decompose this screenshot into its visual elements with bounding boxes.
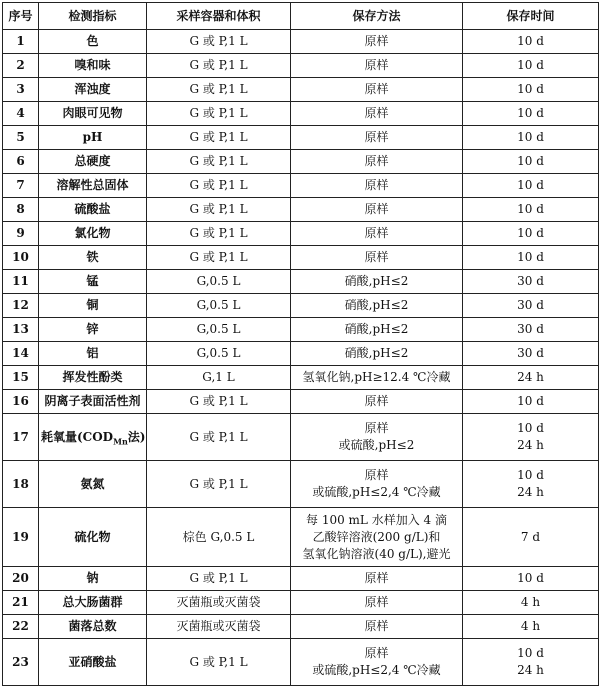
preservation-method [291, 270, 463, 294]
row-index: 15 [3, 366, 39, 390]
method-line: 原样 [364, 619, 389, 633]
row-index: 23 [3, 639, 39, 686]
indicator-text: 耗氧量(COD [41, 429, 114, 444]
time-line: 24 h [517, 663, 544, 677]
row-index: 16 [3, 390, 39, 414]
table-row [3, 461, 599, 508]
indicator-subscript: Mn [113, 435, 128, 446]
preservation-time [463, 461, 599, 508]
time-line: 10 d [517, 394, 544, 408]
table-row [3, 30, 599, 54]
preservation-time [463, 639, 599, 686]
container-volume: G 或 P,1 L [147, 78, 291, 102]
container-volume: G 或 P,1 L [147, 390, 291, 414]
header-container: 采样容器和体积 [147, 3, 291, 30]
indicator-name: 挥发性酚类 [39, 366, 147, 390]
indicator-name: 溶解性总固体 [39, 174, 147, 198]
method-line: 硝酸,pH≤2 [344, 346, 409, 360]
method-line: 原样 [364, 178, 389, 192]
method-line: 或硫酸,pH≤2,4 ℃冷藏 [312, 663, 441, 677]
header-index: 序号 [3, 3, 39, 30]
preservation-method [291, 414, 463, 461]
row-index: 5 [3, 126, 39, 150]
container-volume: G,0.5 L [147, 270, 291, 294]
row-index: 4 [3, 102, 39, 126]
preservation-time [463, 54, 599, 78]
container-volume: G 或 P,1 L [147, 461, 291, 508]
row-index: 21 [3, 591, 39, 615]
indicator-name: 总硬度 [39, 150, 147, 174]
row-index: 12 [3, 294, 39, 318]
preservation-time [463, 126, 599, 150]
time-line: 30 d [517, 346, 544, 360]
indicator-name: 钠 [39, 567, 147, 591]
method-line: 原样 [364, 226, 389, 240]
container-volume: G 或 P,1 L [147, 222, 291, 246]
table-row [3, 246, 599, 270]
table-row [3, 615, 599, 639]
method-line: 每 100 mL 水样加入 4 滴 [306, 512, 447, 527]
container-volume: G 或 P,1 L [147, 30, 291, 54]
indicator-name [39, 414, 147, 461]
time-line: 10 d [517, 130, 544, 144]
row-index: 1 [3, 30, 39, 54]
row-index: 7 [3, 174, 39, 198]
preservation-method [291, 126, 463, 150]
method-line: 原样 [364, 154, 389, 168]
container-volume: 灭菌瓶或灭菌袋 [147, 591, 291, 615]
preservation-time [463, 615, 599, 639]
preservation-time [463, 390, 599, 414]
preservation-time [463, 567, 599, 591]
indicator-name: 嗅和味 [39, 54, 147, 78]
preservation-method [291, 342, 463, 366]
time-line: 30 d [517, 274, 544, 288]
time-line: 10 d [517, 421, 544, 435]
preservation-method [291, 318, 463, 342]
preservation-method [291, 102, 463, 126]
preservation-method [291, 615, 463, 639]
indicator-name: 铁 [39, 246, 147, 270]
preservation-method [291, 567, 463, 591]
preservation-method [291, 246, 463, 270]
preservation-time [463, 342, 599, 366]
table-row [3, 508, 599, 567]
table-body [3, 30, 599, 686]
indicator-name: 硫化物 [39, 508, 147, 567]
container-volume: 灭菌瓶或灭菌袋 [147, 615, 291, 639]
indicator-name: 亚硝酸盐 [39, 639, 147, 686]
method-line: 原样 [364, 202, 389, 216]
table-row [3, 414, 599, 461]
time-line: 10 d [517, 154, 544, 168]
header-time: 保存时间 [463, 3, 599, 30]
indicator-name: 色 [39, 30, 147, 54]
method-line: 原样 [364, 250, 389, 264]
preservation-time [463, 198, 599, 222]
preservation-method [291, 366, 463, 390]
table-row [3, 294, 599, 318]
indicator-name: pH [39, 126, 147, 150]
header-indicator: 检测指标 [39, 3, 147, 30]
table-row [3, 342, 599, 366]
row-index: 19 [3, 508, 39, 567]
method-line: 硝酸,pH≤2 [344, 322, 409, 336]
preservation-method [291, 78, 463, 102]
indicator-name: 菌落总数 [39, 615, 147, 639]
method-line: 硝酸,pH≤2 [344, 274, 409, 288]
method-line: 原样 [364, 106, 389, 120]
row-index: 14 [3, 342, 39, 366]
preservation-method [291, 639, 463, 686]
time-line: 4 h [520, 619, 541, 633]
row-index: 2 [3, 54, 39, 78]
container-volume: G 或 P,1 L [147, 174, 291, 198]
method-line: 氢氧化钠溶液(40 g/L),避光 [302, 546, 451, 561]
indicator-name: 硫酸盐 [39, 198, 147, 222]
method-line: 原样 [364, 58, 389, 72]
preservation-time [463, 222, 599, 246]
container-volume: G 或 P,1 L [147, 246, 291, 270]
container-volume: G,0.5 L [147, 318, 291, 342]
time-line: 10 d [517, 646, 544, 660]
preservation-time [463, 318, 599, 342]
indicator-name: 氨氮 [39, 461, 147, 508]
time-line: 10 d [517, 226, 544, 240]
indicator-name: 浑浊度 [39, 78, 147, 102]
preservation-time [463, 270, 599, 294]
table-row [3, 222, 599, 246]
time-line: 24 h [517, 438, 544, 452]
table-row [3, 318, 599, 342]
container-volume: G 或 P,1 L [147, 126, 291, 150]
time-line: 10 d [517, 106, 544, 120]
row-index: 10 [3, 246, 39, 270]
method-line: 原样 [364, 421, 389, 435]
method-line: 硝酸,pH≤2 [344, 298, 409, 312]
indicator-name: 肉眼可见物 [39, 102, 147, 126]
preservation-time [463, 30, 599, 54]
method-line: 氢氧化钠,pH≥12.4 ℃冷藏 [302, 370, 451, 384]
indicator-name: 锰 [39, 270, 147, 294]
table-row [3, 126, 599, 150]
preservation-method [291, 174, 463, 198]
method-line: 原样 [364, 468, 389, 482]
indicator-name: 铜 [39, 294, 147, 318]
container-volume: G 或 P,1 L [147, 54, 291, 78]
method-line: 原样 [364, 646, 389, 660]
time-line: 10 d [517, 82, 544, 96]
table-row [3, 270, 599, 294]
time-line: 24 h [517, 485, 544, 499]
row-index: 22 [3, 615, 39, 639]
preservation-time [463, 414, 599, 461]
method-line: 原样 [364, 82, 389, 96]
method-line: 原样 [364, 130, 389, 144]
container-volume: G 或 P,1 L [147, 198, 291, 222]
row-index: 3 [3, 78, 39, 102]
table-row [3, 102, 599, 126]
indicator-name: 阴离子表面活性剂 [39, 390, 147, 414]
table-row [3, 567, 599, 591]
preservation-method [291, 294, 463, 318]
method-line: 原样 [364, 595, 389, 609]
container-volume: G 或 P,1 L [147, 639, 291, 686]
preservation-method [291, 461, 463, 508]
method-line: 或硫酸,pH≤2 [338, 438, 415, 452]
preservation-method [291, 508, 463, 567]
table-row [3, 390, 599, 414]
table-row [3, 198, 599, 222]
container-volume: G,1 L [147, 366, 291, 390]
time-line: 10 d [517, 178, 544, 192]
table-row [3, 78, 599, 102]
table-row [3, 366, 599, 390]
sample-preservation-table [2, 2, 599, 686]
row-index: 9 [3, 222, 39, 246]
method-line: 原样 [364, 394, 389, 408]
preservation-time [463, 78, 599, 102]
table-row [3, 54, 599, 78]
container-volume: G 或 P,1 L [147, 414, 291, 461]
table-row [3, 150, 599, 174]
header-row [3, 3, 599, 30]
time-line: 24 h [517, 370, 544, 384]
time-line: 10 d [517, 250, 544, 264]
time-line: 30 d [517, 298, 544, 312]
preservation-method [291, 54, 463, 78]
preservation-method [291, 150, 463, 174]
container-volume: G,0.5 L [147, 294, 291, 318]
preservation-time [463, 174, 599, 198]
time-line: 10 d [517, 468, 544, 482]
method-line: 原样 [364, 34, 389, 48]
container-volume: G 或 P,1 L [147, 150, 291, 174]
preservation-method [291, 390, 463, 414]
row-index: 11 [3, 270, 39, 294]
time-line: 10 d [517, 34, 544, 48]
time-line: 7 d [520, 529, 541, 544]
preservation-method [291, 591, 463, 615]
preservation-time [463, 102, 599, 126]
time-line: 10 d [517, 202, 544, 216]
method-line: 或硫酸,pH≤2,4 ℃冷藏 [312, 485, 441, 499]
time-line: 10 d [517, 58, 544, 72]
row-index: 6 [3, 150, 39, 174]
container-volume: G,0.5 L [147, 342, 291, 366]
indicator-name: 氯化物 [39, 222, 147, 246]
container-volume: G 或 P,1 L [147, 567, 291, 591]
preservation-time [463, 366, 599, 390]
method-line: 原样 [364, 571, 389, 585]
row-index: 20 [3, 567, 39, 591]
row-index: 18 [3, 461, 39, 508]
method-line: 乙酸锌溶液(200 g/L)和 [312, 529, 441, 544]
time-line: 10 d [517, 571, 544, 585]
preservation-time [463, 246, 599, 270]
preservation-method [291, 198, 463, 222]
container-volume: G 或 P,1 L [147, 102, 291, 126]
time-line: 4 h [520, 595, 541, 609]
header-method: 保存方法 [291, 3, 463, 30]
preservation-time [463, 508, 599, 567]
preservation-time [463, 150, 599, 174]
indicator-tail: 法) [127, 429, 146, 444]
row-index: 8 [3, 198, 39, 222]
indicator-name: 总大肠菌群 [39, 591, 147, 615]
row-index: 13 [3, 318, 39, 342]
preservation-time [463, 294, 599, 318]
table-row [3, 174, 599, 198]
preservation-method [291, 222, 463, 246]
indicator-name: 锌 [39, 318, 147, 342]
table-row [3, 639, 599, 686]
container-volume: 棕色 G,0.5 L [147, 508, 291, 567]
preservation-method [291, 30, 463, 54]
time-line: 30 d [517, 322, 544, 336]
preservation-time [463, 591, 599, 615]
indicator-name: 铝 [39, 342, 147, 366]
row-index: 17 [3, 414, 39, 461]
table-row [3, 591, 599, 615]
